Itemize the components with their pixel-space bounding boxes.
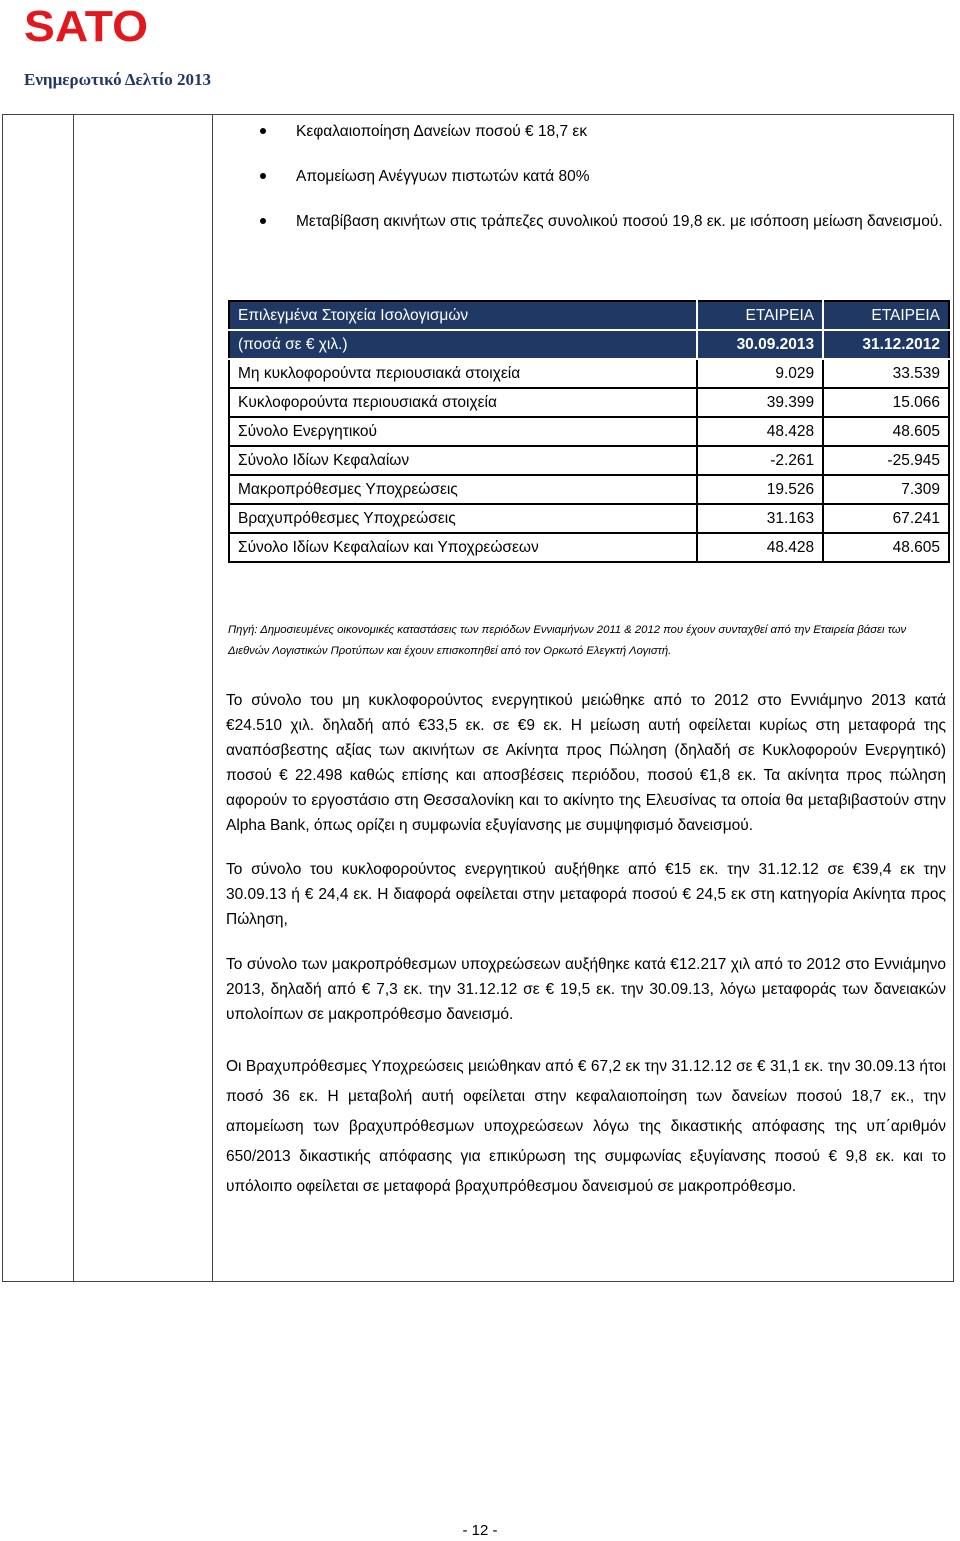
row-label: Μακροπρόθεσμες Υποχρεώσεις xyxy=(229,475,697,504)
table-row xyxy=(229,417,949,446)
page-number: - 12 - xyxy=(462,1522,498,1539)
row-value-2012: -25.945 xyxy=(823,446,949,475)
row-value-2013: 19.526 xyxy=(697,475,823,504)
table-row xyxy=(229,533,949,562)
paragraph-long-term-liabilities: Το σύνολο των μακροπρόθεσμων υποχρεώσεων αυξήθηκε κατά €12.217 χιλ από το 2012 στο Εννιάμηνο 2013, δηλαδή από € 7,3 εκ. την 31.12.12 σε € 19,5 εκ. την 30.09.13, λόγω μεταφοράς των δανειακών υπολοίπων σε μακροπρόθεσμο δανεισμό. xyxy=(226,956,946,1023)
bullet-item: Απομείωση Ανέγγυων πιστωτών κατά 80% xyxy=(296,164,946,189)
table-row xyxy=(229,359,949,388)
table-title: Επιλεγμένα Στοιχεία Ισολογισμών xyxy=(229,301,697,330)
row-value-2012: 67.241 xyxy=(823,504,949,533)
balance-sheet-table xyxy=(228,300,950,563)
table-row xyxy=(229,504,949,533)
row-label: Σύνολο Ενεργητικού xyxy=(229,417,697,446)
paragraph-current-assets: Το σύνολο του κυκλοφορούντος ενεργητικού αυξήθηκε από €15 εκ. την 31.12.12 σε €39,4 εκ την 30.09.13 ή € 24,4 εκ. Η διαφορά οφείλεται στην μεταφορά ποσού € 24,5 εκ στη κατηγορία Ακίνητα προς Πώληση, xyxy=(226,861,946,928)
unit-label: (ποσά σε € χιλ.) xyxy=(229,330,697,359)
row-value-2012: 33.539 xyxy=(823,359,949,388)
column-header-company-2: ΕΤΑΙΡΕΙΑ xyxy=(823,301,949,330)
paragraph-noncurrent-assets: Το σύνολο του μη κυκλοφορούντος ενεργητικού μειώθηκε από το 2012 στο Εννιάμηνο 2013 κατά €24.510 χιλ. δηλαδή από €33,5 εκ. σε €9 εκ. Η μείωση αυτή οφείλεται κυρίως στη μεταφορά της αναπόσβεστης αξίας των ακινήτων σε Ακίνητα προς Πώληση (δηλαδή σε Κυκλοφορούν Ενεργητικό) ποσού € 22.498 καθώς επίσης και αποσβέσεις περιόδου, ποσού €1,8 εκ. Τα ακίνητα προς πώληση αφορούν το εργοστάσιο στη Θεσσαλονίκη και το ακίνητο της Ελευσίνας τα οποία θα μεταβιβαστούν στην Alpha Bank, όπως ορίζει η συμφωνία εξυγίανσης με συμψηφισμό δανεισμού. xyxy=(226,692,946,834)
table-subheader-row xyxy=(229,330,949,359)
bullet-dot-icon xyxy=(260,173,266,179)
table-row xyxy=(229,475,949,504)
paragraph-short-term-liabilities: Οι Βραχυπρόθεσμες Υποχρεώσεις μειώθηκαν από € 67,2 εκ την 31.12.12 σε € 31,1 εκ. την 30.09.13 ήτοι ποσό 36 εκ. Η μεταβολή αυτή οφείλεται στην κεφαλαιοποίηση των δανείων ποσού 18,7 εκ., την απομείωση των βραχυπρόθεσμων υποχρεώσεων λόγω της δικαστικής απόφασης της υπ΄αριθμόν 650/2013 δικαστικής απόφασης για επικύρωση της συμφωνίας εξυγίανσης ποσού € 9,8 εκ. και το υπόλοιπο οφείλεται σε μεταφορά βραχυπρόθεσμου δανεισμού σε μακροπρόθεσμο. xyxy=(226,1058,946,1195)
date-header-1: 30.09.2013 xyxy=(697,330,823,359)
row-value-2013: 39.399 xyxy=(697,388,823,417)
source-note: Πηγή: Δημοσιευμένες οικονομικές καταστάσεις των περιόδων Εννιαμήνων 2011 & 2012 που έχουν συνταχθεί από την Εταιρεία βάσει των Διεθνών Λογιστικών Προτύπων και έχουν επισκοπηθεί από τον Ορκωτό Ελεγκτή Λογιστή. xyxy=(228,624,907,657)
bullet-item: Κεφαλαιοποίηση Δανείων ποσού € 18,7 εκ xyxy=(296,119,946,144)
row-value-2013: 31.163 xyxy=(697,504,823,533)
frame-column-divider-1 xyxy=(73,114,74,1282)
date-header-2: 31.12.2012 xyxy=(823,330,949,359)
table-row xyxy=(229,446,949,475)
row-label: Σύνολο Ιδίων Κεφαλαίων και Υποχρεώσεων xyxy=(229,533,697,562)
row-value-2013: -2.261 xyxy=(697,446,823,475)
row-label: Σύνολο Ιδίων Κεφαλαίων xyxy=(229,446,697,475)
document-subtitle: Ενημερωτικό Δελτίο 2013 xyxy=(24,70,212,89)
row-value-2012: 15.066 xyxy=(823,388,949,417)
row-value-2013: 48.428 xyxy=(697,417,823,446)
row-value-2012: 48.605 xyxy=(823,417,949,446)
row-label: Μη κυκλοφορούντα περιουσιακά στοιχεία xyxy=(229,359,697,388)
row-label: Κυκλοφορούντα περιουσιακά στοιχεία xyxy=(229,388,697,417)
row-value-2012: 48.605 xyxy=(823,533,949,562)
row-label: Βραχυπρόθεσμες Υποχρεώσεις xyxy=(229,504,697,533)
row-value-2013: 48.428 xyxy=(697,533,823,562)
bullet-dot-icon xyxy=(260,128,266,134)
table-row xyxy=(229,388,949,417)
bullet-item: Μεταβίβαση ακινήτων στις τράπεζες συνολικού ποσού 19,8 εκ. με ισόποση μείωση δανεισμού. xyxy=(296,209,946,234)
table-header-row xyxy=(229,301,949,330)
sato-logo: SATO xyxy=(24,2,149,51)
column-header-company-1: ΕΤΑΙΡΕΙΑ xyxy=(697,301,823,330)
row-value-2013: 9.029 xyxy=(697,359,823,388)
bullet-dot-icon xyxy=(260,218,266,224)
row-value-2012: 7.309 xyxy=(823,475,949,504)
frame-column-divider-2 xyxy=(212,114,213,1282)
